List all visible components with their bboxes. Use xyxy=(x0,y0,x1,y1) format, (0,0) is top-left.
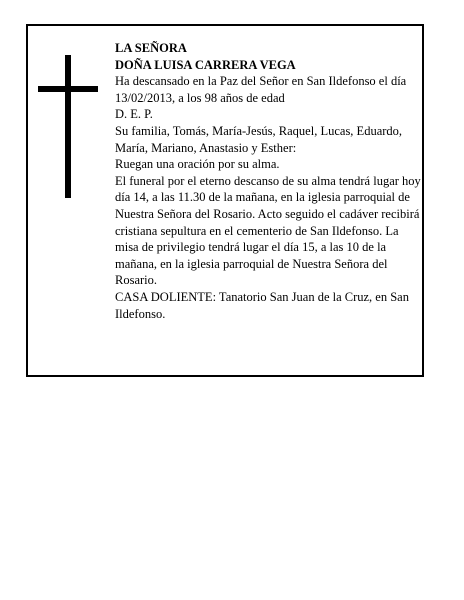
passing-statement: Ha descansado en la Paz del Señor en San Ildefonso el día 13/02/2013, a los 98 años de edad xyxy=(115,74,407,105)
rest-in-peace: D. E. P. xyxy=(115,107,153,122)
cross-horizontal-bar xyxy=(38,86,98,92)
cross-icon xyxy=(38,55,98,198)
family-list: Su familia, Tomás, María-Jesús, Raquel, Lucas, Eduardo, María, Mariano, Anastasio y Esther: xyxy=(115,123,403,155)
notice-title: LA SEÑORA xyxy=(115,41,187,55)
deceased-name: DOÑA LUISA CARRERA VEGA xyxy=(115,57,296,72)
prayer-request: Ruegan una oración por su alma. xyxy=(115,157,280,172)
funeral-details: El funeral por el eterno descanso de su alma tendrá lugar hoy día 14, a las 11.30 de la mañana, en la iglesia parroquial de Nuestra Señora del Rosario. Acto seguido el cadáver recibirá cristiana sepultura en el cementerio de San Ildefonso. La misa de privilegio tendrá lugar el día 15, a las 10 de la mañana, en la iglesia parroquial de Nuestra Señora del Rosario. xyxy=(115,173,421,288)
notice-text xyxy=(115,40,421,322)
mourning-house: CASA DOLIENTE: Tanatorio San Juan de la Cruz, en San Ildefonso. xyxy=(115,289,409,321)
obituary-notice xyxy=(26,24,424,377)
cross-vertical-bar xyxy=(65,55,71,198)
